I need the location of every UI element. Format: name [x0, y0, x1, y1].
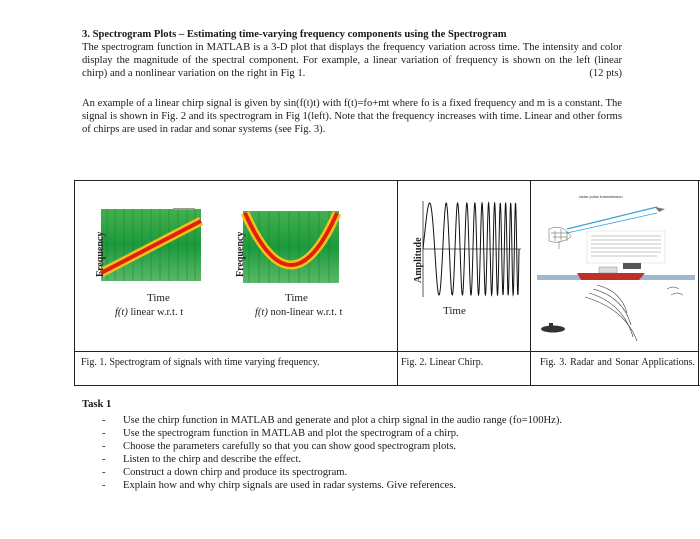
figure-table	[74, 180, 700, 386]
nonlinear-ylabel: Frequency	[235, 231, 246, 277]
task-section	[82, 398, 642, 492]
radar-small-label: radar pulse transmission	[579, 194, 623, 199]
linear-func: f(t)	[115, 307, 128, 318]
linear-caption-text	[115, 307, 183, 318]
chirp-signal-plot	[411, 199, 523, 299]
linear-ylabel: Frequency	[95, 231, 106, 277]
table-row-divider	[75, 351, 397, 352]
radar-sonar-illustration	[537, 189, 695, 349]
task-item: - Explain how and why chirp signals are used in radar systems. Give references.	[82, 479, 642, 492]
points-label: (12 pts)	[589, 68, 622, 79]
task-item: - Listen to the chirp and describe the effect.	[82, 453, 642, 466]
chirp-xlabel: Time	[443, 305, 466, 317]
amplitude-ylabel: Amplitude	[413, 237, 424, 283]
fig3-caption: Fig. 3. Radar and Sonar Applications.	[540, 357, 695, 368]
nonlinear-xlabel: Time	[285, 292, 308, 304]
nonlinear-spectrogram	[231, 207, 341, 290]
intro-text: The spectrogram function in MATLAB is a 3-D plot that displays the frequency variation across time. The intensity and color display the magnitude of the spectral component. For example, a linear variation of frequency is shown on the left (linear chirp) and a nonlinear variation on the right in Fig 1.	[82, 42, 622, 79]
table-divider	[698, 181, 699, 385]
table-row-divider	[397, 351, 530, 352]
fig2-caption: Fig. 2. Linear Chirp.	[401, 357, 484, 368]
ship-icon	[577, 273, 645, 280]
problem-heading: 3. Spectrogram Plots – Estimating time-varying frequency components using the Spectrogram	[82, 29, 507, 40]
problem-intro-text	[82, 41, 622, 80]
linear-xlabel: Time	[147, 292, 170, 304]
fig1-caption: Fig. 1. Spectrogram of signals with time varying frequency.	[81, 357, 320, 368]
linear-spectrogram-plot	[93, 203, 203, 285]
task-title: Task 1	[82, 399, 112, 410]
problem-example	[82, 97, 622, 136]
nonlinear-desc: non-linear w.r.t. t	[267, 307, 343, 318]
task-item: - Use the spectrogram function in MATLAB and plot the spectrogram of a chirp.	[82, 427, 642, 440]
nonlinear-func: f(t)	[255, 307, 268, 318]
example-text: An example of a linear chirp signal is given by sin(f(t)t) with f(t)=fo+mt where fo is a fixed frequency and m is a constant. The signal is shown in Fig. 2 and its spectrogram in Fig 1(left). Note that the frequency increases with time. Linear and other forms of chirps are used in radar and sonar systems (see Fig. 3).	[82, 98, 622, 135]
table-row-divider	[530, 351, 698, 352]
table-divider	[397, 181, 398, 385]
task-list	[82, 414, 642, 492]
task-item: - Choose the parameters carefully so that you can show good spectrogram plots.	[82, 440, 642, 453]
nonlinear-caption-text	[255, 307, 342, 318]
table-divider	[530, 181, 531, 385]
problem-intro	[82, 28, 622, 80]
chirp-signal	[411, 199, 523, 304]
linear-desc: linear w.r.t. t	[127, 307, 184, 318]
task-item: - Construct a down chirp and produce its spectrogram.	[82, 466, 642, 479]
linear-spectrogram	[93, 203, 203, 290]
nonlinear-spectrogram-plot	[231, 207, 341, 285]
task-item: - Use the chirp function in MATLAB and generate and plot a chirp signal in the audio range (fo=100Hz).	[82, 414, 642, 427]
radar-sonar-image	[537, 189, 695, 344]
